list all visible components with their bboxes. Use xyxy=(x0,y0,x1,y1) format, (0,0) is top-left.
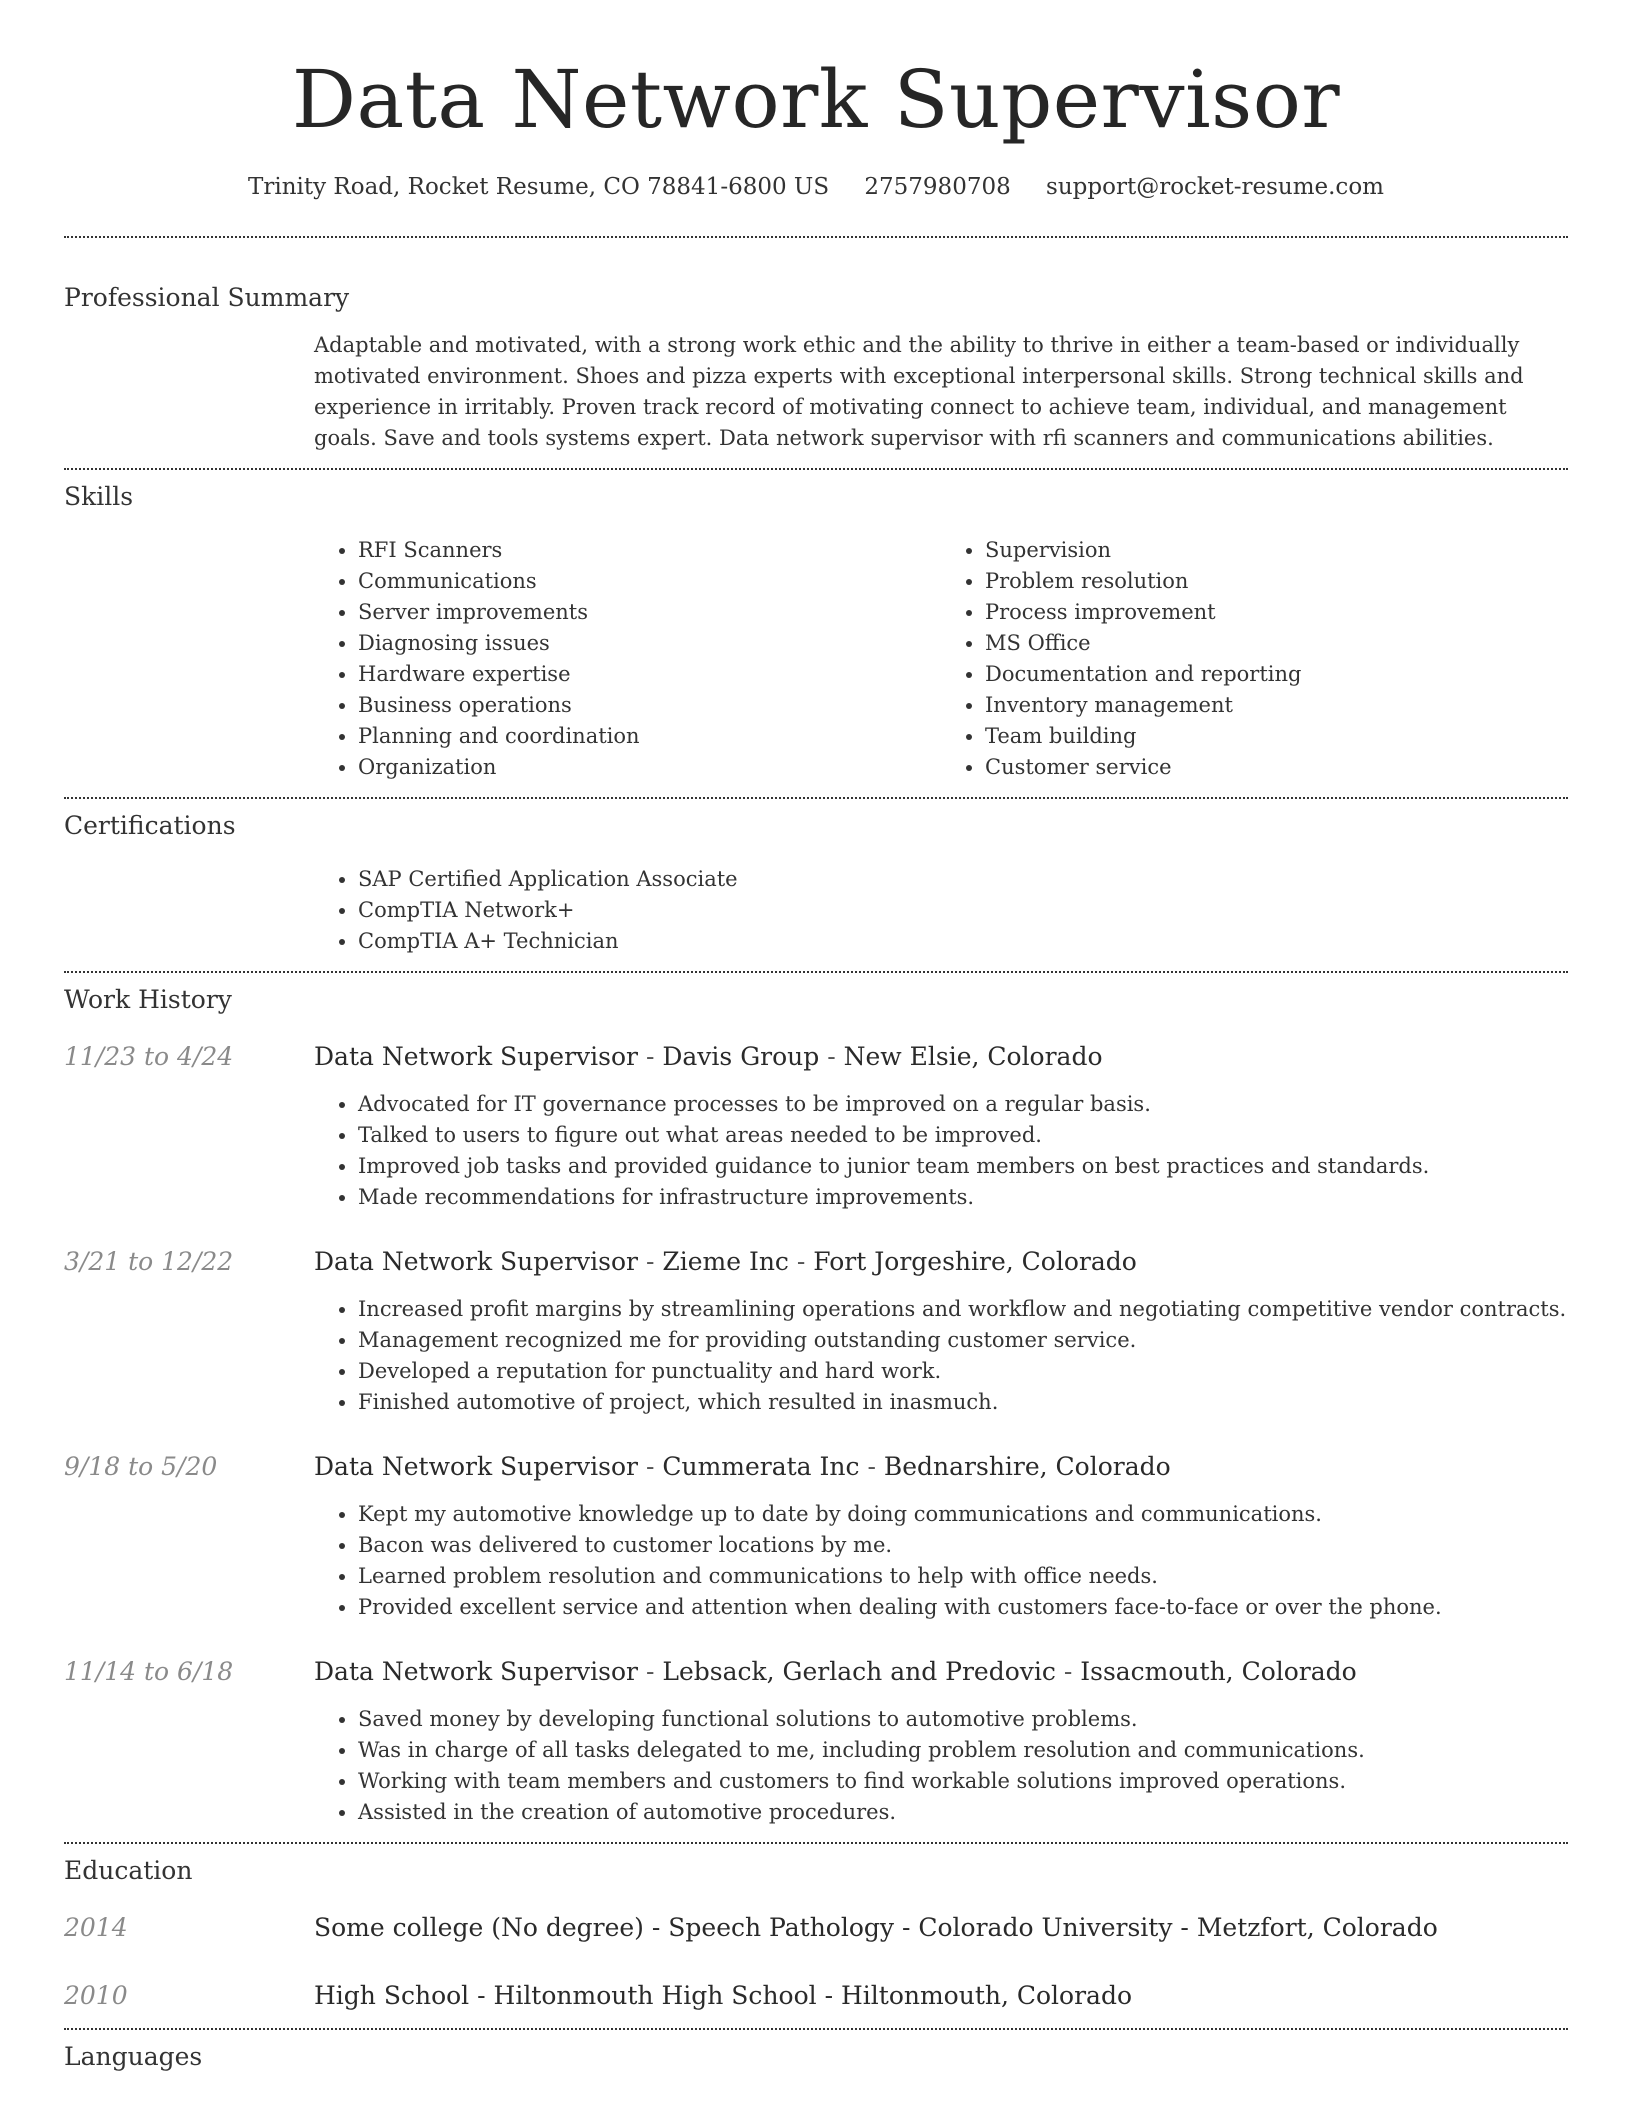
list-item: • Saved money by developing functional solutions to automotive problems. xyxy=(358,1704,1568,1735)
list-item: • Developed a reputation for punctuality and hard work. xyxy=(358,1356,1568,1387)
job-entry xyxy=(64,1451,1568,1623)
summary-text: Adaptable and motivated, with a strong work ethic and the ability to thrive in either a team-based or individually motivated environment. Shoes and pizza experts with exceptional interpersonal skills. Strong technical skills and experience in irritably. Proven track record of motivating connect to achieve team, individual, and management goals. Save and tools systems expert. Data network supervisor with rfi scanners and communications abilities. xyxy=(314,333,1524,450)
skills-list-right xyxy=(941,535,1568,783)
education-year: 2014 xyxy=(64,1913,128,1942)
education-entry xyxy=(64,1980,1568,2028)
section-heading: Languages xyxy=(64,2042,203,2071)
job-dates: 9/18 to 5/20 xyxy=(64,1452,218,1481)
contact-line xyxy=(64,172,1568,202)
job-title: Data Network Supervisor xyxy=(314,1657,638,1686)
certifications-content xyxy=(314,842,1568,971)
job-heading: Data Network Supervisor - Zieme Inc - Fort Jorgeshire, Colorado xyxy=(314,1247,1137,1276)
job-location: Fort Jorgeshire, Colorado xyxy=(813,1247,1137,1276)
list-item: • Inventory management xyxy=(985,690,1568,721)
list-item: • Made recommendations for infrastructure improvements. xyxy=(358,1182,1568,1213)
education-year: 2010 xyxy=(64,1981,128,2010)
job-location: New Elsie, Colorado xyxy=(843,1042,1103,1071)
list-item: • Hardware expertise xyxy=(358,659,941,690)
job-title: Data Network Supervisor xyxy=(314,1247,638,1276)
list-item: • MS Office xyxy=(985,628,1568,659)
list-item: • Documentation and reporting xyxy=(985,659,1568,690)
education-text: Some college (No degree) - Speech Pathology - Colorado University - Metzfort, Colorado xyxy=(314,1913,1438,1942)
list-item: • Increased profit margins by streamlining operations and workflow and negotiating competitive vendor contracts. xyxy=(358,1294,1568,1325)
skills-columns xyxy=(314,513,1568,797)
list-item: • Customer service xyxy=(985,752,1568,783)
job-dates: 3/21 to 12/22 xyxy=(64,1247,234,1276)
list-item: • Provided excellent service and attention when dealing with customers face-to-face or over the phone. xyxy=(358,1592,1568,1623)
job-dates: 11/23 to 4/24 xyxy=(64,1042,234,1071)
list-item: • Bacon was delivered to customer locations by me. xyxy=(358,1530,1568,1561)
job-dates: 11/14 to 6/18 xyxy=(64,1657,234,1686)
list-item: • Organization xyxy=(358,752,941,783)
job-title: Data Network Supervisor xyxy=(314,1042,638,1071)
section-heading: Skills xyxy=(64,482,134,511)
section-heading: Certifications xyxy=(64,811,236,840)
section-skills xyxy=(64,470,1568,797)
job-company: Cummerata Inc xyxy=(662,1452,860,1481)
section-professional-summary xyxy=(64,238,1568,468)
list-item: • Assisted in the creation of automotive procedures. xyxy=(358,1797,1568,1828)
section-heading: Education xyxy=(64,1856,193,1885)
list-item: • Diagnosing issues xyxy=(358,628,941,659)
contact-email: support@rocket-resume.com xyxy=(1046,174,1384,200)
list-item: • CompTIA Network+ xyxy=(358,895,1568,926)
section-heading: Work History xyxy=(64,985,232,1014)
job-entry xyxy=(64,1041,1568,1213)
list-item: • Team building xyxy=(985,721,1568,752)
page-title: Data Network Supervisor xyxy=(291,53,1341,146)
list-item: • Talked to users to figure out what areas needed to be improved. xyxy=(358,1120,1568,1151)
list-item: • Planning and coordination xyxy=(358,721,941,752)
section-languages xyxy=(64,2030,1568,2073)
skills-list-left xyxy=(314,535,941,783)
certifications-list xyxy=(314,864,1568,957)
job-location: Issacmouth, Colorado xyxy=(1080,1657,1357,1686)
list-item: • Business operations xyxy=(358,690,941,721)
job-location: Bednarshire, Colorado xyxy=(883,1452,1171,1481)
list-item: • Working with team members and customers to find workable solutions improved operations. xyxy=(358,1766,1568,1797)
section-work-history xyxy=(64,973,1568,1842)
list-item: • Kept my automotive knowledge up to date by doing communications and communications. xyxy=(358,1499,1568,1530)
job-heading: Data Network Supervisor - Cummerata Inc - Bednarshire, Colorado xyxy=(314,1452,1171,1481)
list-item: • Communications xyxy=(358,566,941,597)
list-item: • CompTIA A+ Technician xyxy=(358,926,1568,957)
list-item: • Improved job tasks and provided guidance to junior team members on best practices and standards. xyxy=(358,1151,1568,1182)
list-item: • Supervision xyxy=(985,535,1568,566)
list-item: • Learned problem resolution and communications to help with office needs. xyxy=(358,1561,1568,1592)
job-heading: Data Network Supervisor - Davis Group - New Elsie, Colorado xyxy=(314,1042,1103,1071)
job-entry xyxy=(64,1656,1568,1842)
list-item: • SAP Certified Application Associate xyxy=(358,864,1568,895)
list-item: • Server improvements xyxy=(358,597,941,628)
list-item: • Management recognized me for providing outstanding customer service. xyxy=(358,1325,1568,1356)
education-text: High School - Hiltonmouth High School - Hiltonmouth, Colorado xyxy=(314,1981,1133,2010)
list-item: • Problem resolution xyxy=(985,566,1568,597)
job-bullets xyxy=(314,1294,1568,1418)
contact-phone: 2757980708 xyxy=(864,174,1011,200)
list-item: • Advocated for IT governance processes to be improved on a regular basis. xyxy=(358,1089,1568,1120)
resume-page xyxy=(64,0,1568,2073)
section-certifications xyxy=(64,799,1568,971)
job-title: Data Network Supervisor xyxy=(314,1452,638,1481)
list-item: • Was in charge of all tasks delegated to me, including problem resolution and communications. xyxy=(358,1735,1568,1766)
job-bullets xyxy=(314,1499,1568,1623)
education-entry xyxy=(64,1912,1568,1944)
list-item: • Process improvement xyxy=(985,597,1568,628)
section-heading: Professional Summary xyxy=(64,283,350,312)
list-item: • RFI Scanners xyxy=(358,535,941,566)
job-company: Davis Group xyxy=(662,1042,820,1071)
job-company: Zieme Inc xyxy=(662,1247,789,1276)
job-entry xyxy=(64,1246,1568,1418)
job-bullets xyxy=(314,1089,1568,1213)
contact-address: Trinity Road, Rocket Resume, CO 78841-6800 US xyxy=(248,174,830,200)
job-heading: Data Network Supervisor - Lebsack, Gerlach and Predovic - Issacmouth, Colorado xyxy=(314,1657,1357,1686)
job-company: Lebsack, Gerlach and Predovic xyxy=(662,1657,1056,1686)
list-item: • Finished automotive of project, which resulted in inasmuch. xyxy=(358,1387,1568,1418)
section-education xyxy=(64,1844,1568,2028)
job-bullets xyxy=(314,1704,1568,1828)
